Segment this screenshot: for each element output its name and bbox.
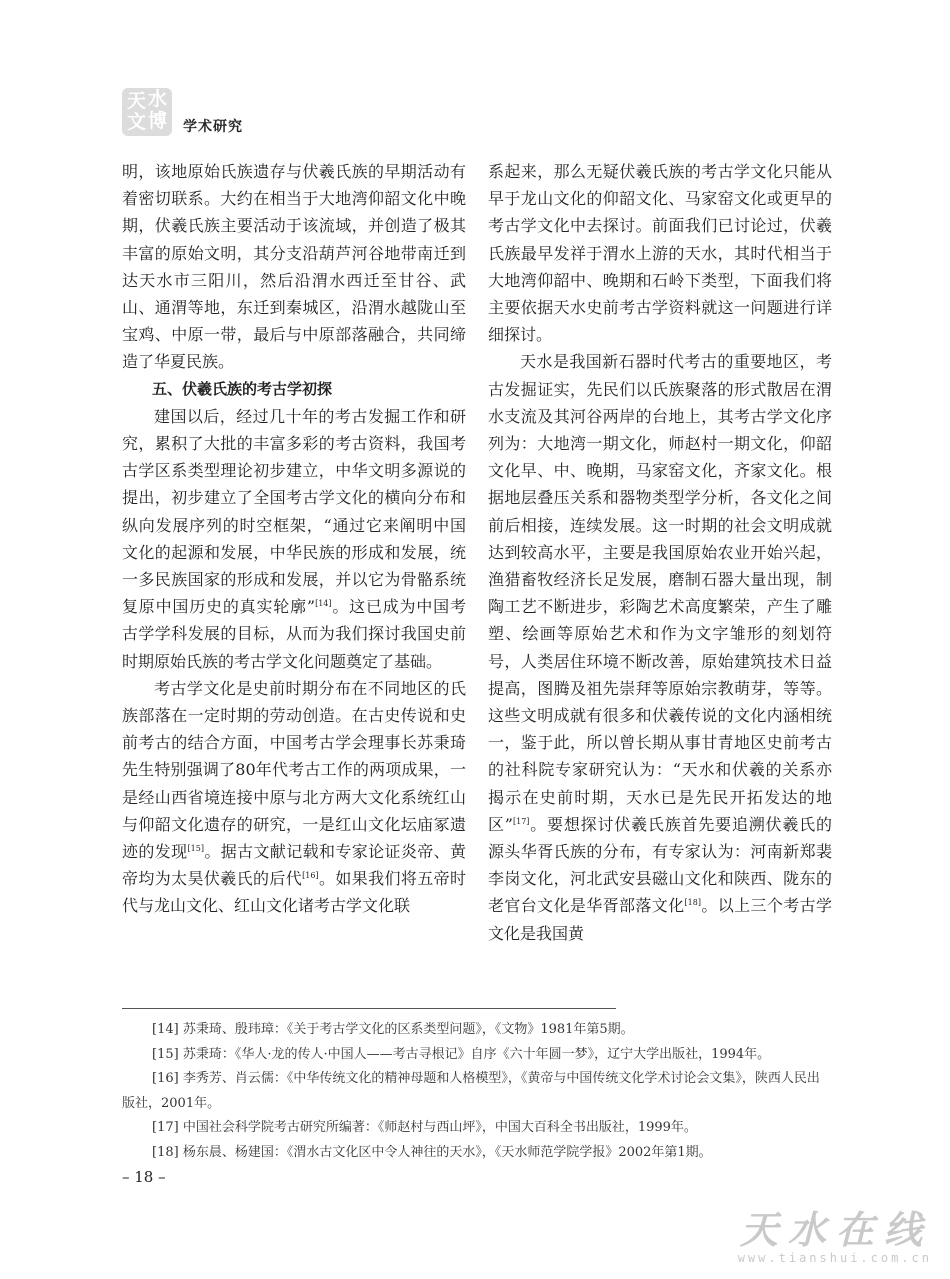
site-watermark [738,1209,932,1265]
footnote: [17] 中国社会科学院考古研究所编著：《师赵村与西山坪》，中国大百科全书出版社，1999年。 [152,1120,697,1135]
watermark-url: www.tianshui.com.cn [737,1251,932,1265]
watermark-text: 天水在线 [739,1208,932,1252]
section-heading: 五、伏羲氏族的考古学初探 [152,379,333,398]
footnote: [18] 杨东晨、杨建国：《渭水古文化区中令人神往的天水》，《天水师范学院学报》2002年第1期。 [152,1144,712,1160]
citation-ref[interactable]: [18] [684,898,701,908]
paragraph: 建国以后，经过几十年的考古发掘工作和研究，累积了大批的丰富多彩的考古资料，我国考古学区系类型理论初步建立，中华文明多源说的提出，初步建立了全国考古学文化的横向分布和纵向发展序列的时空框架，“通过它来阐明中国文化的起源和发展，中华民族的形成和发展，统一多民族国家的形成和发展，并以它为骨骼系统复原中国历史的真实轮廓”[14]。这已成为中国考古学学科发展的目标，从而为我们探讨我国史前时期原始氏族的考古学文化问题奠定了基础。 [122,406,466,671]
paragraph: 天水是我国新石器时代考古的重要地区，考古发掘证实，先民们以氏族聚落的形式散居在渭水支流及其河谷两岸的台地上，其考古学文化序列为：大地湾一期文化，师赵村一期文化，仰韶文化早、中、晚期，马家窑文化，齐家文化。根据地层叠压关系和器物类型学分析，各文化之间前后相接，连续发展。这一时期的社会文明成就达到较高水平，主要是我国原始农业开始兴起，渔猎畜牧经济长足发展，磨制石器大量出现，制陶工艺不断进步，彩陶艺术高度繁荣，产生了雕塑、绘画等原始艺术和作为文字雏形的刻划符号，人类居住环境不断改善，原始建筑技术日益提高，图腾及祖先崇拜等原始宗教萌芽，等等。这些文明成就有很多和伏羲传说的文化内涵相统一，鉴于此，所以曾长期从事甘青地区史前考古的社科院专家研究认为：“天水和伏羲的关系亦揭示在史前时期，天水已是先民开拓发达的地区”[17]。要想探讨伏羲氏族首先要追溯伏羲氏的源头华胥氏族的分布，有专家认为：河南新郑裴李岗文化，河北武安县磁山文化和陕西、陇东的老官台文化是华胥部落文化[18]。以上三个考古学文化是我国黄 [488,352,832,943]
citation-ref[interactable]: [16] [302,871,319,881]
paragraph: 系起来，那么无疑伏羲氏族的考古学文化只能从早于龙山文化的仰韶文化、马家窑文化或更早的考古学文化中去探讨。前面我们已讨论过，伏羲氏族最早发祥于渭水上游的天水，其时代相当于大地湾仰韶中、晚期和石岭下类型，下面我们将主要依据天水史前考古学资料就这一问题进行详细探讨。 [488,162,832,345]
logo-char: 博 [148,110,168,132]
right-column [488,158,832,947]
left-column [122,158,466,920]
footnote: [14] 苏秉琦、殷玮璋：《关于考古学文化的区系类型问题》，《文物》1981年第5期。 [152,1022,634,1037]
citation-ref[interactable]: [14] [315,599,332,609]
page-number: – 18 – [122,1168,166,1186]
paragraph: 明，该地原始氏族遗存与伏羲氏族的早期活动有着密切联系。大约在相当于大地湾仰韶文化中晚期，伏羲氏族主要活动于该流域，并创造了极其丰富的原始文明，其分支沿葫芦河谷地带南迁到达天水市三阳川，然后沿渭水西迁至甘谷、武山、通渭等地，东迁到秦城区，沿渭水越陇山至宝鸡、中原一带，最后与中原部落融合，共同缔造了华夏民族。 [122,162,466,372]
footnote: [15] 苏秉琦：《华人·龙的传人·中国人——考古寻根记》自序《六十年圆一梦》，辽宁大学出版社，1994年。 [152,1046,771,1062]
footnotes [122,1018,832,1165]
logo-char: 天 [127,90,147,112]
logo-char: 水 [148,88,168,110]
footnote: [16] 李秀芳、肖云儒：《中华传统文化的精神母题和人格模型》，《黄帝与中国传统文化学术讨论会文集》，陕西人民出版社，2001年。 [122,1071,820,1111]
citation-ref[interactable]: [17] [513,816,530,826]
footnote-divider [122,1008,616,1009]
section-title: 学术研究 [183,119,243,135]
journal-logo [122,88,172,136]
citation-ref[interactable]: [15] [187,844,204,854]
logo-char: 文 [127,111,147,133]
paragraph: 考古学文化是史前时期分布在不同地区的氏族部落在一定时期的劳动创造。在古史传说和史前考古的结合方面，中国考古学会理事长苏秉琦先生特别强调了80年代考古工作的两项成果，一是经山西省境连接中原与北方两大文化系统红山与仰韶文化遗存的研究，一是红山文化坛庙冢遗迹的发现[15]。据古文献记载和专家论证炎帝、黄帝均为太昊伏羲氏的后代[16]。如果我们将五帝时代与龙山文化、红山文化诸考古学文化联 [122,678,466,916]
